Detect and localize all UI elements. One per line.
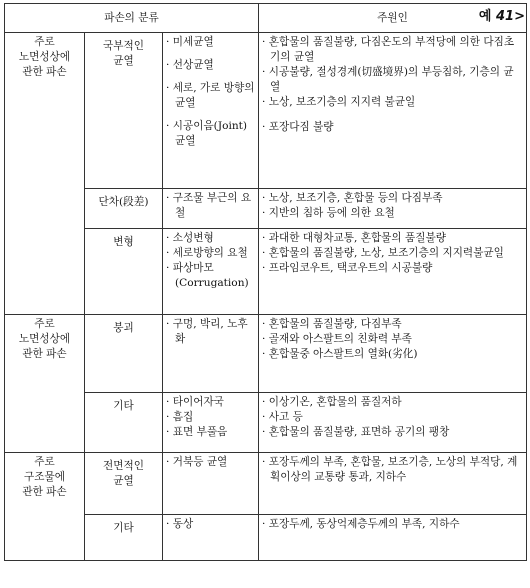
causes-cell — [259, 453, 527, 515]
bullet-icon: · — [262, 36, 269, 48]
cause-text: 혼합물의 품질불량, 다짐온도의 부적당에 의한 다짐초기의 균열 — [268, 36, 515, 63]
cause-item — [262, 347, 523, 362]
bullet-icon: · — [166, 82, 173, 94]
damage-type-item — [166, 261, 255, 291]
cause-item — [262, 261, 523, 276]
cause-text: 골재와 아스팔트의 친화력 부족 — [268, 333, 412, 345]
causes-cell — [259, 515, 527, 561]
bullet-icon: · — [262, 318, 269, 330]
bullet-icon: · — [166, 411, 173, 423]
table-body — [5, 33, 527, 561]
cause-item — [262, 231, 523, 246]
bullet-icon: · — [166, 192, 173, 204]
table-row — [5, 33, 527, 189]
damage-type-text: 세로방향의 요철 — [172, 247, 248, 259]
causes-cell — [259, 393, 527, 453]
damage-type-text: 거북등 균열 — [172, 456, 228, 468]
damage-type-item — [166, 395, 255, 410]
damage-type-item — [166, 410, 255, 425]
cause-text: 혼합물의 품질불량, 다짐부족 — [268, 318, 402, 330]
damage-type-text: 표면 부풀음 — [172, 426, 228, 438]
group-name: 주로 노면성상에 관한 파손 — [5, 33, 85, 315]
subcategory-name: 기타 — [85, 515, 163, 561]
cause-item — [262, 95, 523, 110]
damage-type-text: 소성변형 — [172, 232, 214, 244]
damage-type-item — [166, 517, 255, 532]
cause-text: 프라임코우트, 택코우트의 시공불량 — [268, 262, 433, 274]
bullet-icon: · — [166, 120, 173, 132]
bullet-icon: · — [262, 232, 269, 244]
damage-type-text: 미세균열 — [172, 36, 214, 48]
subcategory-name: 국부적인 균열 — [85, 33, 163, 189]
bullet-icon: · — [166, 456, 173, 468]
cause-text: 시공불량, 절성경계(切盛境界)의 부등침하, 기층의 균열 — [268, 66, 514, 93]
cause-item — [262, 395, 523, 410]
header-classification: 파손의 분류 — [5, 4, 259, 33]
damage-types-cell — [163, 229, 259, 315]
header-cause-cell — [259, 4, 527, 33]
bullet-icon: · — [262, 518, 269, 530]
cause-text: 혼합물중 아스팔트의 열화(劣化) — [268, 348, 418, 360]
damage-types-cell — [163, 393, 259, 453]
damage-type-item — [166, 231, 255, 246]
bullet-icon: · — [262, 121, 269, 133]
bullet-icon: · — [262, 333, 269, 345]
damage-type-item — [166, 191, 255, 221]
damage-classification-table — [4, 3, 527, 561]
damage-type-text: 시공이음(Joint)균열 — [172, 120, 248, 147]
cause-text: 노상, 보조기층의 지지력 불균일 — [268, 96, 416, 108]
bullet-icon: · — [166, 318, 173, 330]
damage-types-cell — [163, 315, 259, 393]
causes-cell — [259, 229, 527, 315]
damage-type-item — [166, 455, 255, 470]
bullet-icon: · — [262, 96, 269, 108]
damage-types-cell — [163, 515, 259, 561]
damage-type-item — [166, 119, 255, 149]
bullet-icon: · — [166, 59, 173, 71]
example-tag-number: 41> — [496, 8, 525, 24]
bullet-icon: · — [262, 426, 269, 438]
damage-types-cell — [163, 189, 259, 229]
subcategory-name: 변형 — [85, 229, 163, 315]
example-tag-label: 예 — [478, 8, 492, 24]
cause-text: 노상, 보조기층, 혼합물 등의 다짐부족 — [268, 192, 443, 204]
cause-text: 혼합물의 품질불량, 표면하 공기의 팽창 — [268, 426, 450, 438]
cause-item — [262, 317, 523, 332]
table-row — [5, 453, 527, 515]
subcategory-name: 붕괴 — [85, 315, 163, 393]
cause-item — [262, 246, 523, 261]
cause-item — [262, 410, 523, 425]
damage-type-item — [166, 425, 255, 440]
group-name: 주로 노면성상에 관한 파손 — [5, 315, 85, 453]
bullet-icon: · — [166, 426, 173, 438]
causes-cell — [259, 33, 527, 189]
cause-text: 혼합물의 품질불량, 노상, 보조기층의 지지력불균일 — [268, 247, 504, 259]
table-row — [5, 315, 527, 393]
damage-type-text: 흠집 — [172, 411, 194, 423]
damage-type-text: 파상마모(Corrugation) — [172, 262, 249, 289]
cause-text: 지반의 침하 등에 의한 요철 — [268, 207, 395, 219]
bullet-icon: · — [166, 232, 173, 244]
cause-text: 이상기온, 혼합물의 품질저하 — [268, 396, 402, 408]
cause-text: 사고 등 — [268, 411, 303, 423]
subcategory-name: 단차(段差) — [85, 189, 163, 229]
bullet-icon: · — [262, 262, 269, 274]
damage-type-item — [166, 81, 255, 111]
group-name: 주로 구조물에 관한 파손 — [5, 453, 85, 561]
damage-type-text: 구멍, 박리, 노후화 — [172, 318, 248, 345]
damage-type-item — [166, 246, 255, 261]
damage-type-text: 구조물 부근의 요철 — [172, 192, 252, 219]
cause-item — [262, 425, 523, 440]
damage-type-item — [166, 35, 255, 50]
subcategory-name: 기타 — [85, 393, 163, 453]
cause-item — [262, 120, 523, 135]
header-cause: 주원인 — [377, 11, 408, 24]
cause-item — [262, 191, 523, 206]
cause-item — [262, 332, 523, 347]
damage-type-item — [166, 317, 255, 347]
cause-item — [262, 35, 523, 65]
bullet-icon: · — [262, 207, 269, 219]
subcategory-name: 전면적인 균열 — [85, 453, 163, 515]
causes-cell — [259, 189, 527, 229]
bullet-icon: · — [166, 262, 173, 274]
cause-item — [262, 455, 523, 485]
damage-type-text: 세로, 가로 방향의 균열 — [172, 82, 255, 109]
bullet-icon: · — [262, 396, 269, 408]
bullet-icon: · — [262, 192, 269, 204]
example-tag — [479, 9, 525, 24]
cause-text: 포장다짐 불량 — [268, 121, 334, 133]
damage-type-text: 타이어자국 — [172, 396, 224, 408]
bullet-icon: · — [262, 348, 269, 360]
cause-text: 포장두께, 동상억제층두께의 부족, 지하수 — [268, 518, 460, 530]
causes-cell — [259, 315, 527, 393]
bullet-icon: · — [262, 247, 269, 259]
bullet-icon: · — [166, 36, 173, 48]
bullet-icon: · — [166, 518, 173, 530]
bullet-icon: · — [262, 456, 269, 468]
damage-type-item — [166, 58, 255, 73]
cause-text: 과대한 대형차교통, 혼합물의 품질불량 — [268, 232, 446, 244]
cause-item — [262, 206, 523, 221]
damage-types-cell — [163, 453, 259, 515]
bullet-icon: · — [166, 396, 173, 408]
damage-type-text: 동상 — [172, 518, 194, 530]
header-row — [5, 4, 527, 33]
cause-text: 포장두께의 부족, 혼합물, 보조기층, 노상의 부적당, 계획이상의 교통량 통과, 지하수 — [268, 456, 518, 483]
damage-type-text: 선상균열 — [172, 59, 214, 71]
bullet-icon: · — [166, 247, 173, 259]
damage-types-cell — [163, 33, 259, 189]
cause-item — [262, 65, 523, 95]
bullet-icon: · — [262, 66, 269, 78]
cause-item — [262, 517, 523, 532]
bullet-icon: · — [262, 411, 269, 423]
